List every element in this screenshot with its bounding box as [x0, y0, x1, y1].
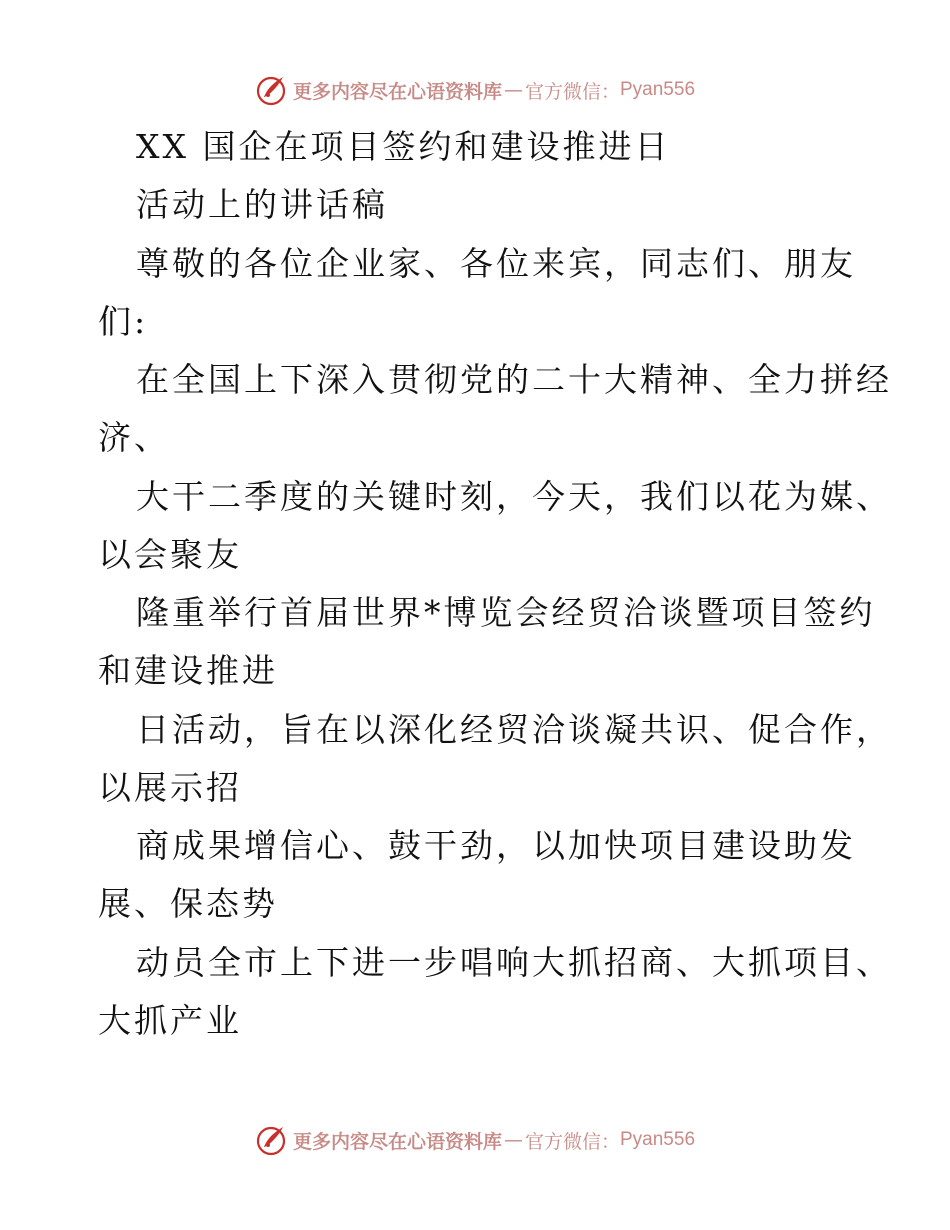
watermark-banner-bottom [0, 1120, 950, 1160]
watermark-handle: Pyan556 [620, 1129, 696, 1150]
watermark-dash: — [503, 79, 523, 101]
document-title-line-2: 活动上的讲话稿 [136, 185, 388, 224]
paragraph-line: 大抓产业 [98, 1001, 242, 1040]
paragraph-line: 们: [98, 302, 149, 341]
quill-seal-icon [255, 73, 289, 107]
watermark-main-text: 更多内容尽在心语资料库 [292, 80, 502, 103]
paragraph-line: 展、保态势 [98, 884, 278, 923]
paragraph-line: 和建设推进 [98, 651, 278, 690]
paragraph-line: 日活动，旨在以深化经贸洽谈凝共识、促合作， [136, 710, 892, 749]
paragraph-line: 动员全市上下进一步唱响大抓招商、大抓项目、 [136, 943, 892, 982]
paragraph-line: 济、 [98, 418, 170, 457]
watermark-dash: — [503, 1129, 523, 1151]
paragraph-line: 商成果增信心、鼓干劲，以加快项目建设助发 [136, 826, 856, 865]
watermark-banner-top [0, 70, 950, 110]
paragraph-line: 以会聚友 [98, 535, 242, 574]
paragraph-line: 以展示招 [98, 768, 242, 807]
paragraph-line: 隆重举行首届世界*博览会经贸洽谈暨项目签约 [136, 593, 876, 632]
paragraph-line: 尊敬的各位企业家、各位来宾，同志们、朋友 [136, 244, 856, 283]
watermark-sub-text: 官方微信： [524, 80, 620, 103]
watermark-handle: Pyan556 [620, 79, 696, 100]
watermark-sub-text: 官方微信： [524, 1130, 620, 1153]
paragraph-line: 大干二季度的关键时刻，今天，我们以花为媒、 [136, 477, 892, 516]
quill-seal-icon [255, 1123, 289, 1157]
document-title-line-1: XX 国企在项目签约和建设推进日 [136, 127, 671, 166]
paragraph-line: 在全国上下深入贯彻党的二十大精神、全力拼经 [136, 360, 892, 399]
watermark-main-text: 更多内容尽在心语资料库 [292, 1130, 502, 1153]
